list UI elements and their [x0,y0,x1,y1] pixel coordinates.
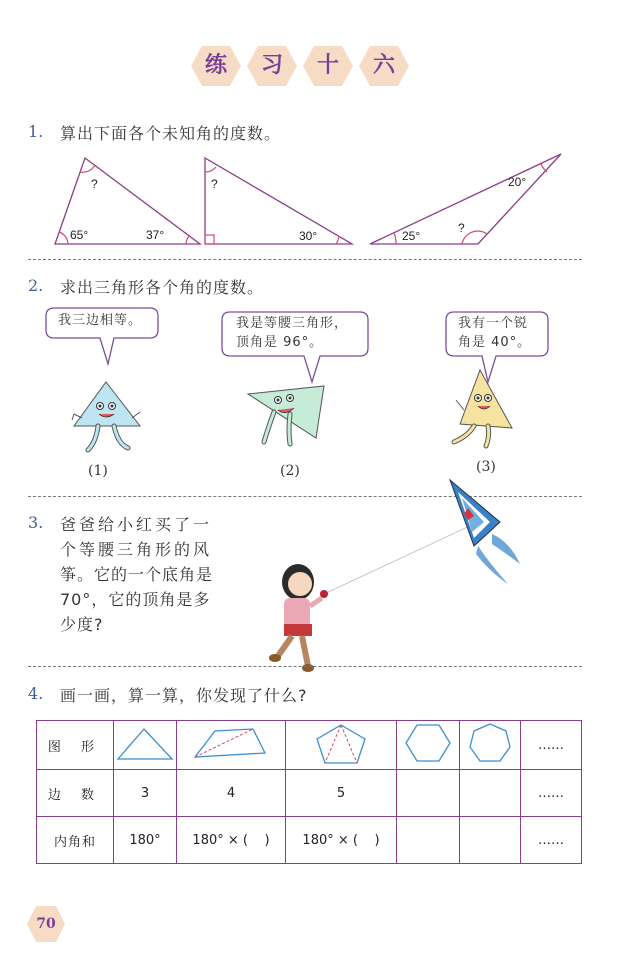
sum-cell: …… [521,817,582,864]
table-row-sides [37,770,582,817]
sum-cell: 180° [114,817,177,864]
triangle-2 [205,158,352,244]
sum-cell: 180° × ( ) [286,817,397,864]
figure-label-1: (1) [88,463,108,479]
row-header-shape: 图 形 [37,721,114,770]
row-header-angle-sum: 内角和 [37,817,114,864]
q4-text: 画一画，算一算，你发现了什么? [60,686,308,705]
tri1-top-label: ? [91,177,98,191]
hexagon-shape-icon [403,721,453,765]
bubble-2-line-2: 顶角是 96°。 [236,335,324,350]
cartoon-acute-triangle-icon [450,366,520,450]
sides-cell: …… [521,770,582,817]
quadrilateral-shape-icon [191,723,271,763]
q1-text: 算出下面各个未知角的度数。 [60,124,282,143]
title-char-1: 练 [190,44,242,88]
girl-flying-kite-illustration [258,478,558,678]
cell-hexagon [397,721,460,770]
bubble-3-line-2: 角是 40°。 [458,335,532,350]
bubble-1-text: 我三边相等。 [58,313,143,328]
page-number-badge [26,904,66,944]
cell-heptagon [460,721,521,770]
sides-cell: 4 [177,770,286,817]
sides-cell [460,770,521,817]
sides-cell [397,770,460,817]
q3-line-2: 个等腰三角形的风 [60,540,213,559]
tri3-mid-label: ? [458,221,465,235]
q1-number: 1. [28,122,44,141]
q3-line-1: 爸爸给小红买了一 [60,515,213,534]
q3-number: 3. [28,513,44,532]
q2-number: 2. [28,276,44,295]
triangle-1 [55,158,200,244]
bubble-2-line-1: 我是等腰三角形， [236,316,349,331]
cartoon-isosceles-triangle-icon [244,380,330,450]
girl-icon [269,564,328,672]
q2-text: 求出三角形各个角的度数。 [60,278,265,297]
q3-line-4: 70°，它的顶角是多 [60,590,211,609]
tri2-right-label: 30° [299,229,318,243]
title-char-3: 十 [302,44,354,88]
page-number: 70 [36,916,56,932]
tri3-left-label: 25° [402,229,421,243]
table-row-shapes [37,721,582,770]
figure-label-3: (3) [476,459,496,475]
sum-cell [460,817,521,864]
q4-number: 4. [28,684,44,703]
q1-triangles [0,148,622,252]
heptagon-shape-icon [467,721,513,765]
row-header-sides: 边 数 [37,770,114,817]
triangle-3 [370,154,561,244]
pentagon-shape-icon [311,721,371,765]
divider-1 [28,259,582,260]
cell-quadrilateral [177,721,286,770]
tri2-top-label: ? [211,177,218,191]
cell-pentagon [286,721,397,770]
cell-triangle [114,721,177,770]
cartoon-equilateral-triangle-icon [70,378,150,458]
q3-line-5: 少度? [60,615,104,634]
tri1-right-label: 37° [146,228,165,242]
polygon-angle-table [36,720,582,864]
tri1-left-label: 65° [70,228,89,242]
sides-cell: 5 [286,770,397,817]
cell-more-shapes: …… [521,721,582,770]
q3-line-3: 筝。它的一个底角是 [60,565,214,584]
tri3-top-label: 20° [508,175,527,189]
divider-3 [28,666,582,667]
sides-cell: 3 [114,770,177,817]
triangle-shape-icon [116,723,174,763]
bubble-3-line-1: 我有一个锐 [458,316,529,331]
title-char-4: 六 [358,44,410,88]
title-char-2: 习 [246,44,298,88]
kite-icon [450,480,520,584]
table-row-angle-sum [37,817,582,864]
sum-cell: 180° × ( ) [177,817,286,864]
figure-label-2: (2) [280,463,300,479]
sum-cell [397,817,460,864]
